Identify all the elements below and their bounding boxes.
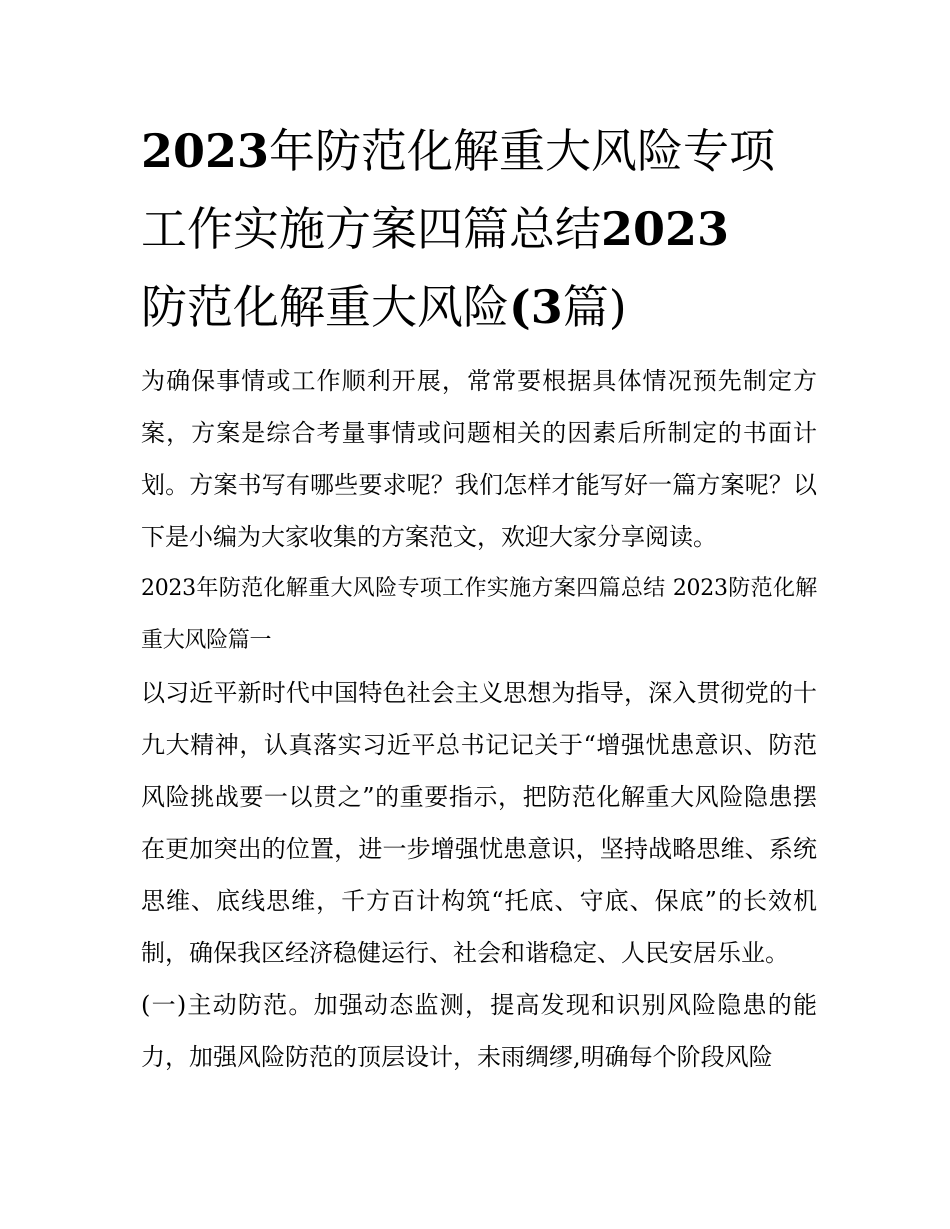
document-title [141, 112, 821, 346]
body-paragraph-1: 以习近平新时代中国特色社会主义思想为指导，深入贯彻党的十九大精神，认真落实习近平总书记记关于“增强忧患意识、防范风险挑战要一以贯之”的重要指示，把防范化解重大风险隐患摆在更加突出的位置，进一步增强忧患意识，坚持战略思维、系统思维、底线思维，千方百计构筑“托底、守底、保底”的长效机制，确保我区经济稳健运行、社会和谐稳定、人民安居乐业。 [141, 679, 817, 967]
title-year-2: 2023 [601, 202, 730, 256]
body-paragraph-2: (一)主动防范。加强动态监测，提高发现和识别风险隐患的能力，加强风险防范的顶层设计，未雨绸缪,明确每个阶段风险 [141, 991, 817, 1071]
document-body [141, 355, 817, 1083]
section-subtitle: 2023年防范化解重大风险专项工作实施方案四篇总结 2023防范化解重大风险篇一 [141, 576, 817, 653]
title-year: 2023 [141, 124, 270, 178]
intro-paragraph: 为确保事情或工作顺利开展，常常要根据具体情况预先制定方案，方案是综合考量事情或问题相关的因素后所制定的书面计划。方案书写有哪些要求呢？我们怎样才能写好一篇方案呢？以下是小编为大家收集的方案范文，欢迎大家分享阅读。 [141, 367, 817, 551]
title-unit: 篇) [562, 280, 627, 334]
title-text: 年防范化解重大风险专项工作实施方案四篇总结 [141, 124, 776, 256]
title-count: (3 [509, 280, 563, 334]
title-text-2: 防范化解重大风险 [141, 280, 509, 334]
